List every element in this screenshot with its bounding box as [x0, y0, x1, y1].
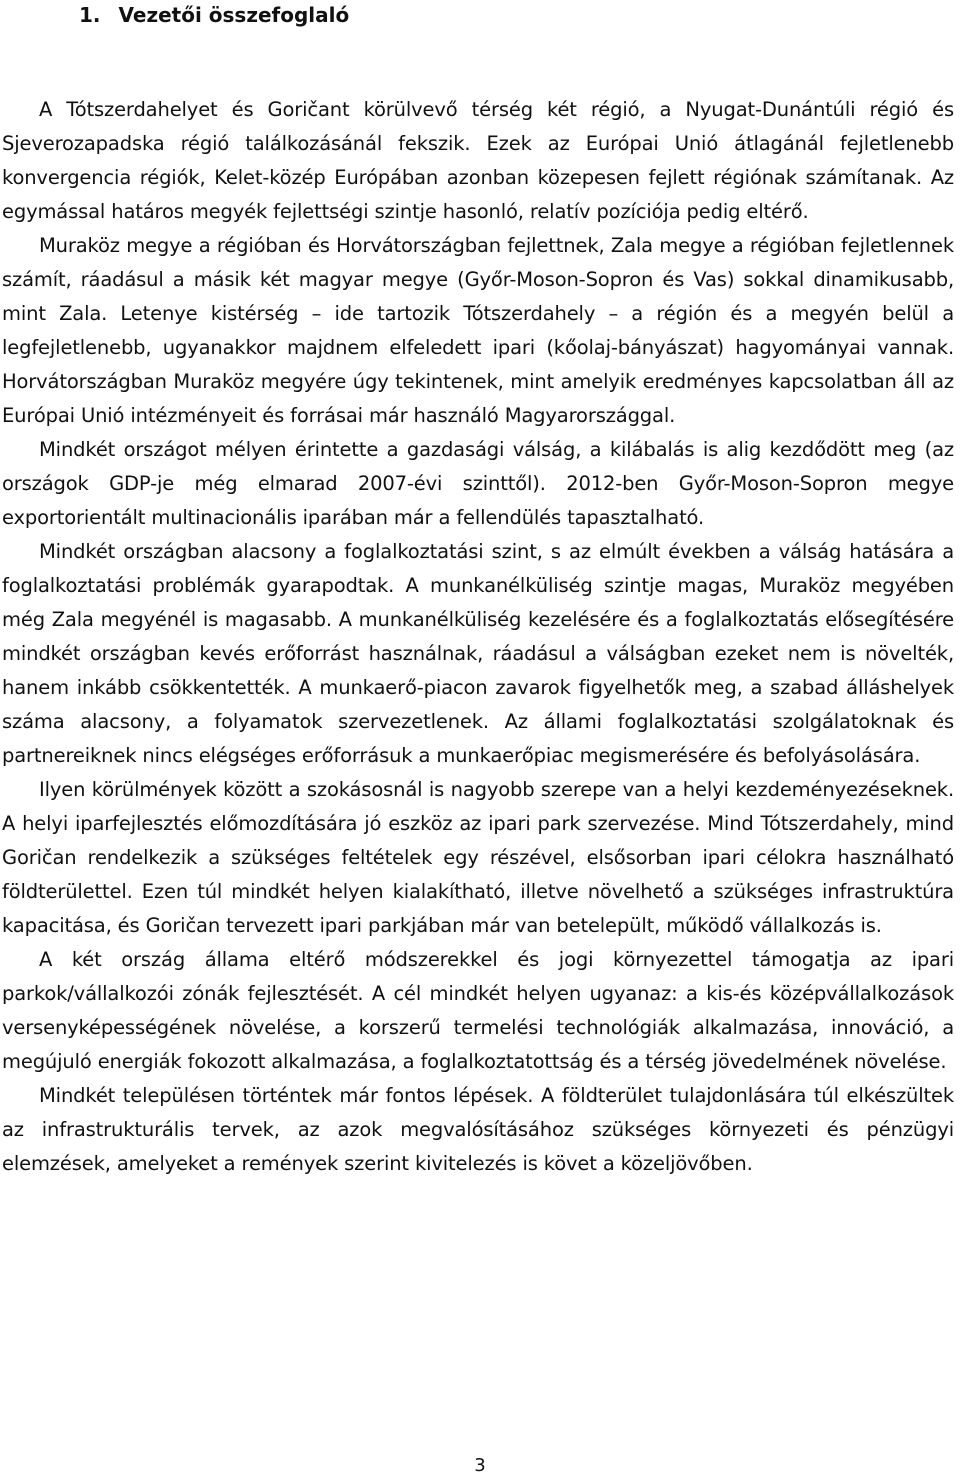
- page-footer: [0, 1456, 960, 1476]
- paragraph-1: A Tótszerdahelyet és Goričant körülvevő térség két régió, a Nyugat-Dunántúli régió és Sjeverozapadska régió találkozásánál fekszik. Ezek az Európai Unió átlagánál fejletlenebb konvergencia régiók, Kelet-közép Európában azonban közepesen fejlett régiónak számítanak. Az egymással határos megyék fejlettségi szintje hasonló, relatív pozíciója pedig eltérő.: [2, 98, 954, 223]
- paragraph-4: Mindkét országban alacsony a foglalkoztatási szint, s az elmúlt években a válság hatására a foglalkoztatási problémák gyarapodtak. A munkanélküliség szintje magas, Muraköz megyében még Zala megyénél is magasabb. A munkanélküliség kezelésére és a foglalkoztatás elősegítésére mindkét országban kevés erőforrást használnak, ráadásul a válságban ezeket nem is növelték, hanem inkább csökkentették. A munkaerő-piacon zavarok figyelhetők meg, a szabad álláshelyek száma alacsony, a folyamatok szervezetlenek. Az állami foglalkoztatási szolgálatoknak és partnereiknek nincs elégséges erőforrásuk a munkaerőpiac megismerésére és befolyásolására.: [2, 540, 954, 767]
- body-text: [2, 93, 954, 1181]
- section-title: Vezetői összefoglaló: [118, 3, 350, 27]
- section-number: 1.: [79, 3, 101, 27]
- paragraph-2: Muraköz megye a régióban és Horvátországban fejlettnek, Zala megye a régióban fejletlennek számít, ráadásul a másik két magyar megye (Győr-Moson-Sopron és Vas) sokkal dinamikusabb, mint Zala. Letenye kistérség – ide tartozik Tótszerdahely – a régión és a megyén belül a legfejletlenebb, ugyanakkor majdnem elfeledett ipari (kőolaj-bányászat) hagyományai vannak. Horvátországban Muraköz megyére úgy tekintenek, mint amelyik eredményes kapcsolatban áll az Európai Unió intézményeit és forrásai már használó Magyarországgal.: [2, 234, 954, 427]
- paragraph-6: A két ország állama eltérő módszerekkel és jogi környezettel támogatja az ipari parkok/vállalkozói zónák fejlesztését. A cél mindkét helyen ugyanaz: a kis-és középvállalkozások versenyképességének növelése, a korszerű termelési technológiák alkalmazása, innováció, a megújuló energiák fokozott alkalmazása, a foglalkoztatottság és a térség jövedelmének növelése.: [2, 948, 954, 1073]
- paragraph-3: Mindkét országot mélyen érintette a gazdasági válság, a kilábalás is alig kezdődött meg (az országok GDP-je még elmarad 2007-évi szinttől). 2012-ben Győr-Moson-Sopron megye exportorientált multinacionális iparában már a fellendülés tapasztalható.: [2, 438, 954, 529]
- paragraph-5: Ilyen körülmények között a szokásosnál is nagyobb szerepe van a helyi kezdeményezéseknek. A helyi iparfejlesztés előmozdítására jó eszköz az ipari park szervezése. Mind Tótszerdahely, mind Goričan rendelkezik a szükséges feltételek egy részével, elsősorban ipari célokra használható földterülettel. Ezen túl mindkét helyen kialakítható, illetve növelhető a szükséges infrastruktúra kapacitása, és Goričan tervezett ipari parkjában már van betelepült, működő vállalkozás is.: [2, 778, 954, 937]
- paragraph-7: Mindkét településen történtek már fontos lépések. A földterület tulajdonlására túl elkészültek az infrastrukturális tervek, az azok megvalósításához szükséges környezeti és pénzügyi elemzések, amelyeket a remények szerint kivitelezés is követ a közeljövőben.: [2, 1084, 954, 1175]
- page-number: 3: [474, 1455, 486, 1476]
- section-heading: [2, 0, 956, 28]
